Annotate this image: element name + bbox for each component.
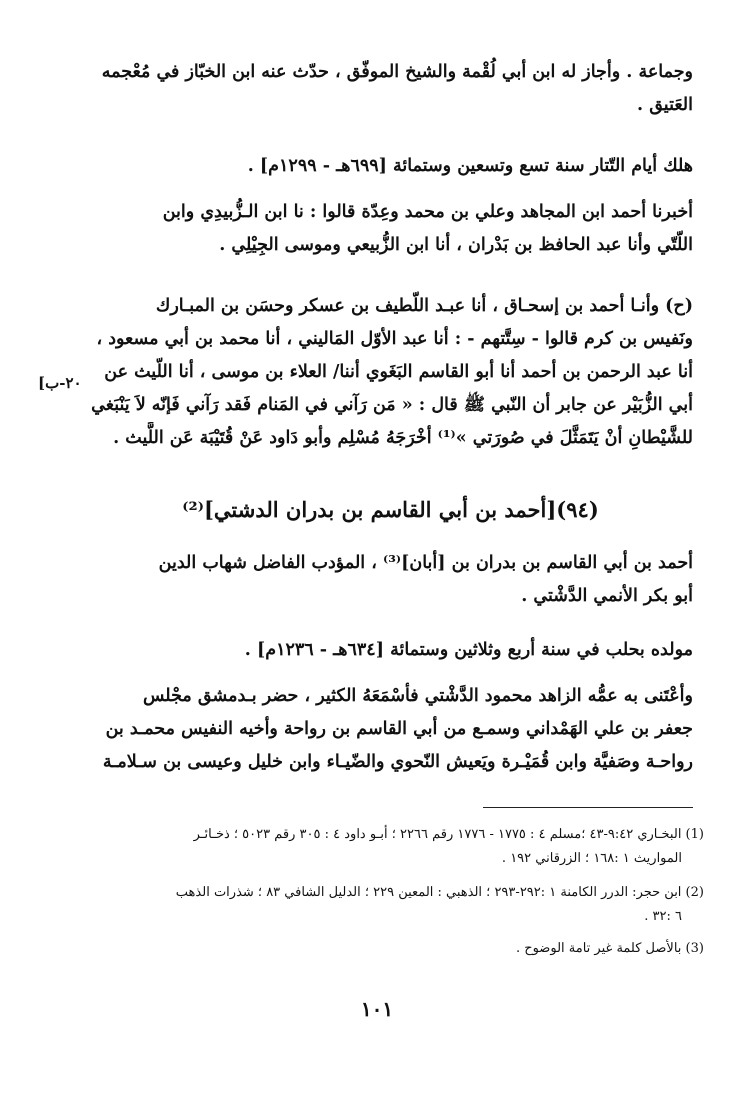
entry-heading: (٩٤)[أحمد بن أبي القاسم بن بدران الدشتي]⁽²⁾ bbox=[182, 497, 599, 522]
text-line: وأعْتَنى به عمُّه الزاهد محمود الدَّشْتي فأسْمَعَهُ الكثير ، حضر بـدمشق مجْلس bbox=[143, 686, 693, 706]
text-line: (ح) وأنـا أحمد بن إسحـاق ، أنا عبـد اللّطيف بن عسكر وحسَن بن المبـارك bbox=[155, 296, 693, 316]
text-line: العَتيق . bbox=[637, 95, 693, 115]
text-line: هلك أيام التّتار سنة تسع وتسعين وستمائة [٦٩٩هـ - ١٢٩٩م] . bbox=[247, 156, 693, 176]
text-line: رواحـة وصَفيَّة وابن قُمَيْـرة ويَعيش النّحوي والضّيـاء وابن خليل وعيسى بن سـلامـة bbox=[102, 752, 693, 772]
footnote-1 bbox=[72, 823, 704, 871]
text-line: للشَّيْطانِ أنْ يَتَمَثَّلَ في صُورَتي »⁽¹⁾ أخْرَجَهُ مُسْلِم وأبو دَاود عَنْ قُتَيْبَة عَن اللَّيث . bbox=[113, 428, 693, 448]
footnote-line: (2) ابن حجر: الدرر الكامنة ١ :٢٩٢-٢٩٣ ؛ الذهبي : المعين ٢٢٩ ؛ الدليل الشافي ٨٣ ؛ شذرات الذهب bbox=[175, 885, 704, 900]
text-line: اللّتّي وأنا عبد الحافظ بن بَدْران ، أنا ابن الزُّبيعي وموسى الجِيْلِي . bbox=[219, 235, 693, 255]
footnote-2 bbox=[72, 881, 704, 929]
footnote-line: ٦ :٣٢ . bbox=[644, 909, 682, 924]
manuscript-folio-ref: [٢٠-ب bbox=[38, 374, 82, 392]
footnote-3 bbox=[72, 937, 704, 961]
text-line: أنا عبد الرحمن بن أحمد أنا أبو القاسم البَغَوي أننا/ العلاء بن موسى ، أنا اللّيث عن bbox=[104, 362, 693, 382]
page-number: ١٠١ bbox=[360, 997, 394, 1021]
text-line: ونَفيس بن كرم قالوا - سِتَّتهم - : أنا عبد الأوّل المَاليني ، أنا محمد بن أبي مسعود ، bbox=[96, 329, 693, 349]
paragraph-biography bbox=[88, 547, 693, 613]
text-line: وجماعة . وأجاز له ابن أبي لُقْمة والشيخ الموفّق ، حدّث عنه ابن الخبّاز في مُعْجمه bbox=[101, 62, 693, 82]
footnote-line: (1) البخـاري ٩:٤٢-٤٣ ؛مسلم ٤ : ١٧٧٥ - ١٧٧٦ رقم ٢٢٦٦ ؛ أبـو داود ٤ : ٣٠٥ رقم ٥٠٢٣ ؛ ذخـائـر bbox=[193, 827, 704, 842]
text-line: أبي الزُّبَيْر عن جابر أن النّبي ﷺ قال : « مَن رَآني في المَنام فَقد رَآني فَإنّه لاَ يَنْبَغي bbox=[91, 395, 693, 415]
text-line: أخبرنا أحمد ابن المجاهد وعلي بن محمد وعِدّة قالوا : نا ابن الـزُّبيدِي وابن bbox=[162, 202, 693, 222]
text-line: أبو بكر الأنمي الدَّشْتي . bbox=[521, 586, 693, 606]
paragraph-death bbox=[88, 150, 693, 183]
footnote-line: (3) بالأصل كلمة غير تامة الوضوح . bbox=[515, 941, 704, 956]
paragraph-intro bbox=[88, 56, 693, 122]
paragraph-isnad-2 bbox=[88, 290, 693, 455]
paragraph-isnad-1 bbox=[88, 196, 693, 262]
paragraph-teachers bbox=[88, 680, 693, 779]
footnote-divider bbox=[483, 807, 693, 808]
paragraph-birth bbox=[88, 634, 693, 667]
footnote-line: المواريث ١ :١٦٨ ؛ الزرقاني ١٩٢ . bbox=[501, 851, 682, 866]
text-line: مولده بحلب في سنة أربع وثلاثين وستمائة [٦٣٤هـ - ١٢٣٦م] . bbox=[244, 640, 693, 660]
text-line: جعفر بن علي الهَمْداني وسمـع من أبي القاسم بن رواحة وأخيه النفيس محمـد بن bbox=[105, 719, 693, 739]
text-line: أحمد بن أبي القاسم بن بدران بن [أبان]⁽³⁾ ، المؤدب الفاضل شهاب الدين bbox=[158, 553, 693, 573]
